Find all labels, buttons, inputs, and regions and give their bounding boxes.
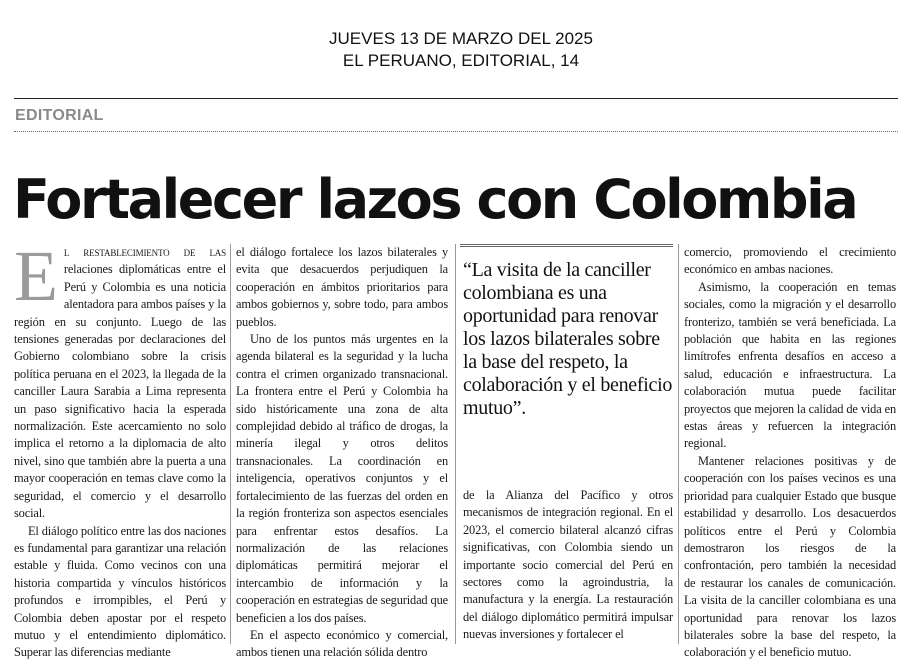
column-divider [455,244,456,644]
pull-quote: “La visita de la canciller colombiana es una oportunidad para renovar los lazos bilaterales sobre la base del respeto, la colaboración y el beneficio mutuo”. [463,259,673,419]
paragraph: Mantener relaciones positivas y de cooperación con los países vecinos es una prioridad para cualquier Estado que busque estabilidad y desarrollo. Los desacuerdos políticos entre el Perú y Colombia demostraron los riesgos de la confrontación, pero también la necesidad de restaurar los canales de comunicación. La visita de la canciller colombiana es una oportunidad para renovar los lazos bilaterales sobre la base del respeto, la colaboración y el beneficio mutuo. [684,453,896,660]
section-rule [14,131,898,132]
paragraph: de la Alianza del Pacífico y otros mecanismos de integración regional. En el 2023, el comercio bilateral alcanzó cifras significativas, con Colombia siendo un importante socio comercial del Perú en sectores como la agroindustria, la manufactura y la energía. La restauración del diálogo diplomático permitirá impulsar nuevas inversiones y fortalecer el [463,488,673,642]
paragraph: El diálogo político entre las dos naciones es fundamental para garantizar una relación estable y fluida. Como vecinos con una historia compartida y vínculos históricos profundos e irrompibles, el Perú y Colombia deben apostar por el respeto mutuo y el entendimiento diplomático. Superar las diferencias mediante [14,523,226,660]
headline: Fortalecer lazos con Colombia [13,168,857,231]
paragraph: Uno de los puntos más urgentes en la agenda bilateral es la seguridad y la lucha contra el crimen organizado transnacional. La frontera entre el Perú y Colombia ha sido históricamente una zona de alta complejidad debido al tráfico de drogas, la minería ilegal y otros delitos transnacionales. La coordinación en inteligencia, operativos conjuntos y el fortalecimiento de las fuerzas del orden en la región fronteriza son aspectos esenciales para enfrentar estos desafíos. La normalización de las relaciones diplomáticas permitirá mejorar el intercambio de información y la cooperación en estrategias de seguridad que beneficien a los dos países. [236,332,448,625]
pull-quote-box [460,244,673,462]
column-1 [14,236,226,660]
column-divider [230,244,231,644]
lead-text: relaciones diplomáticas entre el Perú y Colombia es una noticia alentadora para ambos países y la región en su conjunto. Luego de las tensiones generadas por declaraciones del Gobierno colombiano sobre la crisis política peruana en el 2023, la llegada de la canciller Laura Sarabia a Lima representa un paso significativo hacia la esperada normalización. Este acercamiento no solo implica el retorno a la diplomacia de alto nivel, sino que también abre la puerta a una mayor cooperación en temas clave como la seguridad, el comercio y el desarrollo social. [14,262,226,521]
lead-caps: l restablecimiento de las [63,245,226,259]
section-label: EDITORIAL [15,107,104,124]
paragraph: En el aspecto económico y comercial, ambos tienen una relación sólida dentro [236,627,448,660]
lead-paragraph [14,236,226,523]
dropcap: E [14,236,58,316]
header-date: JUEVES 13 DE MARZO DEL 2025 [329,29,593,48]
paragraph: Asimismo, la cooperación en temas sociales, como la migración y el desarrollo fronterizo, también se verá beneficiada. La población que habita en las regiones limítrofes enfrenta desafíos en acceso a salud, educación e infraestructura. La colaboración mutua puede facilitar proyectos que mejoren la calidad de vida en estas áreas y refuercen la integración regional. [684,279,896,451]
top-rule [14,98,898,99]
column-divider [678,244,679,644]
header-source: EL PERUANO, EDITORIAL, 14 [342,51,580,70]
paragraph-continued: el diálogo fortalece los lazos bilaterales y evita que desacuerdos perjudiquen la cooperación en ámbitos prioritarios para ambos gobiernos y, sobre todo, para ambos pueblos. [236,245,448,329]
column-2 [236,244,448,660]
paragraph: comercio, promoviendo el crecimiento económico en ambas naciones. [684,245,896,277]
column-4 [684,244,896,660]
column-3 [463,487,673,644]
